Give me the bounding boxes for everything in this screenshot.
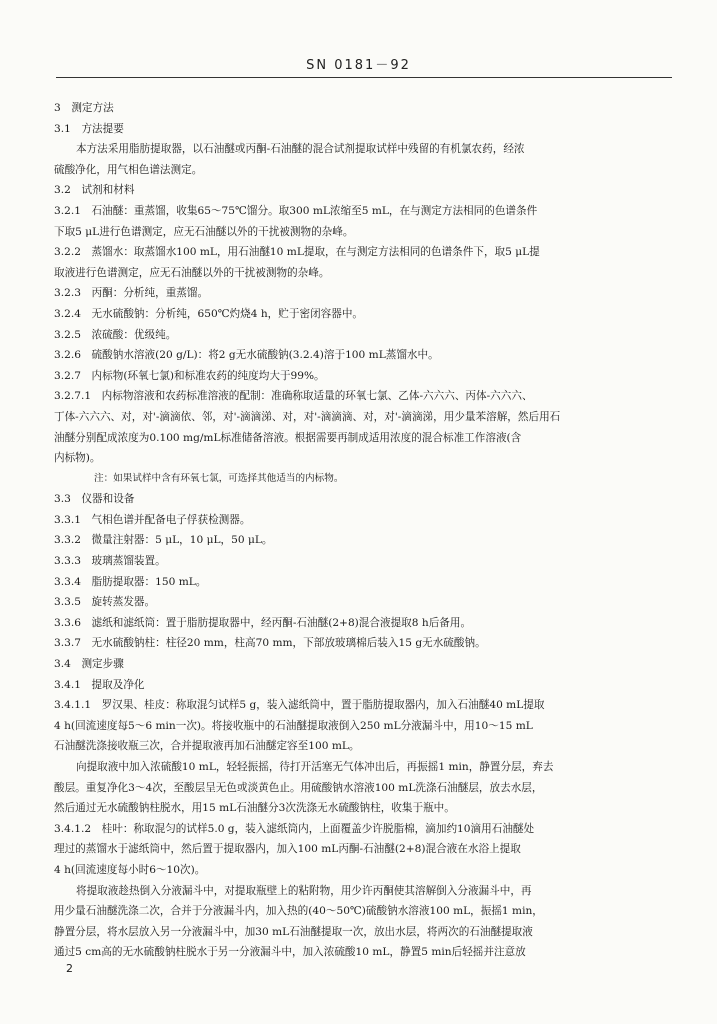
- section-heading: 3 测定方法: [54, 102, 114, 114]
- paragraph-line: 取液进行色谱测定，应无石油醚以外的干扰被测物的杂峰。: [54, 266, 330, 279]
- paragraph-line: 内标物)。: [54, 452, 101, 465]
- paragraph-line: 然后通过无水硫酸钠柱脱水，用15 mL石油醚分3次洗涤无水硫酸钠柱，收集于瓶中。: [54, 802, 455, 815]
- paragraph-line: 3.3.4 脂肪提取器：150 mL。: [54, 575, 207, 588]
- paragraph-line: 3.3.7 无水硫酸钠柱：柱径20 mm，柱高70 mm，下部放玻璃棉后装入15 g无水硫酸钠。: [54, 637, 486, 650]
- paragraph-line: 3.2.2 蒸馏水：取蒸馏水100 mL，用石油醚10 mL提取，在与测定方法相同的色谱条件下，取5 μL提: [54, 246, 540, 259]
- paragraph-line: 3.4.1.2 桂叶：称取混匀的试样5.0 g，装入滤纸筒内，上面覆盖少许脱脂棉，滴加约10滴用石油醚处: [54, 822, 535, 835]
- paragraph-line: 3.3.3 玻璃蒸馏装置。: [54, 555, 166, 568]
- paragraph-line: 3.2.4 无水硫酸钠：分析纯，650℃灼烧4 h，贮于密闭容器中。: [54, 307, 364, 320]
- page-number: 2: [66, 962, 73, 975]
- paragraph-line: 静置分层，将水层放入另一分液漏斗中，加30 mL石油醚提取一次，放出水层，将两次的石油醚提取液: [54, 925, 533, 938]
- paragraph-line: 3.2.7.1 内标物溶液和农药标准溶液的配制：准确称取适量的环氧七氯、乙体-六六六、丙体-六六六、: [54, 390, 533, 403]
- note-line: 注：如果试样中含有环氧七氯，可选择其他适当的内标物。: [94, 472, 344, 484]
- paragraph-line: 3.2.7 内标物(环氧七氯)和标准农药的纯度均大于99%。: [54, 369, 325, 382]
- paragraph-line: 4 h(回流速度每小时6～10次)。: [54, 863, 206, 876]
- paragraph-line: 3.2.1 石油醚：重蒸馏，收集65～75℃馏分。取300 mL浓缩至5 mL，在与测定方法相同的色谱条件: [54, 204, 538, 217]
- paragraph-line: 油醚分别配成浓度为0.100 mg/mL标准储备溶液。根据需要再制成适用浓度的混合标准工作溶液(含: [54, 431, 522, 444]
- paragraph-line: 将提取液趁热倒入分液漏斗中，对提取瓶壁上的粘附物，用少许丙酮使其溶解倒入分液漏斗中，再: [76, 884, 532, 897]
- paragraph-line: 硫酸净化，用气相色谱法测定。: [54, 163, 203, 176]
- header-rule: [56, 77, 672, 78]
- subsection-heading: 3.2 试剂和材料: [54, 184, 135, 197]
- paragraph-line: 本方法采用脂肪提取器，以石油醚或丙酮-石油醚的混合试剂提取试样中残留的有机氯农药，经浓: [76, 143, 525, 156]
- subsection-heading: 3.4 测定步骤: [54, 658, 124, 671]
- paragraph-line: 丁体-六六六、对，对'-滴滴依、邻，对'-滴滴涕、对，对'-滴滴滴、对，对'-滴滴涕，用少量苯溶解，然后用石: [54, 410, 561, 423]
- paragraph-line: 下取5 μL进行色谱测定，应无石油醚以外的干扰被测物的杂峰。: [54, 225, 354, 238]
- standard-code-header: SN 0181－92: [306, 58, 411, 73]
- paragraph-line: 通过5 cm高的无水硫酸钠柱脱水于另一分液漏斗中，加入浓硫酸10 mL，静置5 min后轻摇并注意放: [54, 946, 526, 959]
- paragraph-line: 3.3.1 气相色谱并配备电子俘获检测器。: [54, 513, 251, 526]
- paragraph-line: 理过的蒸馏水于滤纸筒中，然后置于提取器内，加入100 mL丙酮-石油醚(2+8)混合液在水浴上提取: [54, 843, 521, 856]
- paragraph-line: 酸层。重复净化3～4次，至酸层呈无色或淡黄色止。用硫酸钠水溶液100 mL洗涤石油醚层，放去水层，: [54, 781, 543, 794]
- subsection-heading: 3.1 方法提要: [54, 122, 124, 135]
- paragraph-line: 4 h(回流速度每5～6 min一次)。将接收瓶中的石油醚提取液倒入250 mL分液漏斗中，用10～15 mL: [54, 719, 533, 732]
- paragraph-line: 用少量石油醚洗涤二次，合并于分液漏斗内，加入热的(40～50℃)硫酸钠水溶液100 mL，振摇1 min，: [54, 905, 543, 918]
- paragraph-line: 石油醚洗涤接收瓶三次，合并提取液再加石油醚定容至100 mL。: [54, 740, 360, 753]
- paragraph-line: 3.2.5 浓硫酸：优级纯。: [54, 328, 177, 341]
- paragraph-line: 3.2.6 硫酸钠水溶液(20 g/L)：将2 g无水硫酸钠(3.2.4)溶于100 mL蒸馏水中。: [54, 349, 439, 362]
- paragraph-line: 3.2.3 丙酮：分析纯，重蒸馏。: [54, 287, 209, 300]
- subsection-heading: 3.4.1 提取及净化: [54, 678, 145, 691]
- paragraph-line: 3.3.2 微量注射器：5 μL，10 μL，50 μL。: [54, 534, 273, 547]
- paragraph-line: 3.4.1.1 罗汉果、桂皮：称取混匀试样5 g，装入滤纸筒中，置于脂肪提取器内，加入石油醚40 mL提取: [54, 699, 545, 712]
- paragraph-line: 3.3.6 滤纸和滤纸筒：置于脂肪提取器中，经丙酮-石油醚(2+8)混合液提取8 h后备用。: [54, 616, 472, 629]
- subsection-heading: 3.3 仪器和设备: [54, 493, 135, 506]
- paragraph-line: 向提取液中加入浓硫酸10 mL，轻轻振摇，待打开活塞无气体冲出后，再振摇1 min，静置分层，弃去: [76, 761, 554, 773]
- paragraph-line: 3.3.5 旋转蒸发器。: [54, 596, 156, 609]
- body-text: [54, 98, 676, 963]
